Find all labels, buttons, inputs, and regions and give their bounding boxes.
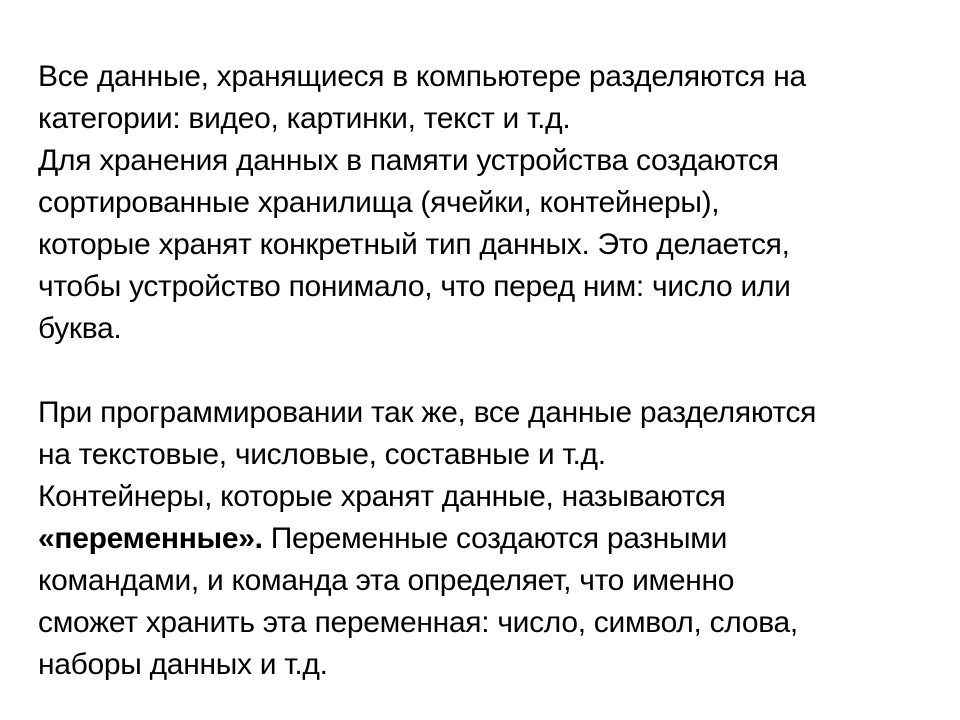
text-line: Контейнеры, которые хранят данные, называются bbox=[38, 480, 726, 513]
paragraph-1 bbox=[38, 56, 930, 350]
text-line: буква. bbox=[38, 312, 122, 345]
text-line: сортированные хранилища (ячейки, контейнеры), bbox=[38, 186, 720, 219]
body-text bbox=[38, 56, 930, 686]
text-line: на текстовые, числовые, составные и т.д. bbox=[38, 438, 606, 471]
text-line: командами, и команда эта определяет, что именно bbox=[38, 564, 735, 597]
paragraph-2 bbox=[38, 392, 930, 686]
text-line: Все данные, хранящиеся в компьютере разделяются на bbox=[38, 60, 806, 93]
bold-term-peremennye: «переменные». bbox=[38, 522, 263, 555]
text-line: сможет хранить эта переменная: число, символ, слова, bbox=[38, 606, 798, 639]
text-after-bold-term: Переменные создаются разными bbox=[262, 522, 728, 555]
text-line: Для хранения данных в памяти устройства создаются bbox=[38, 144, 779, 177]
text-line: которые хранят конкретный тип данных. Это делается, bbox=[38, 228, 790, 261]
text-line: При программировании так же, все данные разделяются bbox=[38, 396, 817, 429]
text-line: наборы данных и т.д. bbox=[38, 648, 328, 681]
text-line: категории: видео, картинки, текст и т.д. bbox=[38, 102, 571, 135]
text-line: чтобы устройство понимало, что перед ним: число или bbox=[38, 270, 791, 303]
text-line-with-bold-term bbox=[38, 518, 930, 560]
